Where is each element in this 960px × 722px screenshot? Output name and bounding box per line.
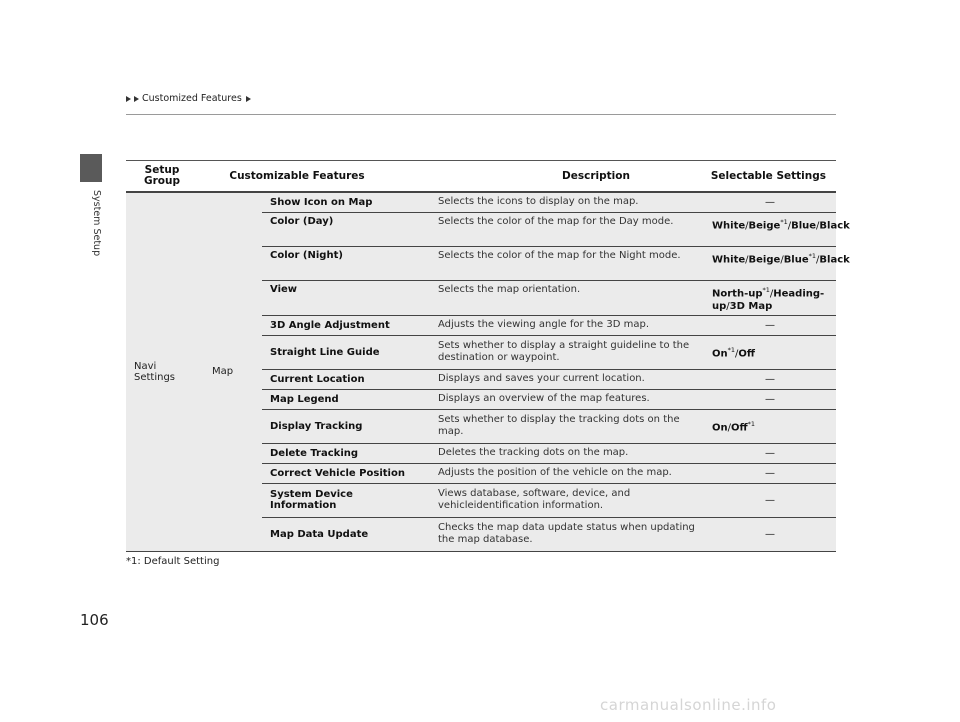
feature-name-cell: Delete Tracking [262, 443, 430, 463]
feature-name-cell: Color (Night) [262, 246, 430, 280]
selectable-settings-cell: On/Off$^{*1}$ [704, 409, 836, 443]
selectable-settings-cell: — [704, 463, 836, 483]
feature-name-cell: Straight Line Guide [262, 335, 430, 369]
feature-name-cell: 3D Angle Adjustment [262, 315, 430, 335]
selectable-settings-cell: White/Beige/Blue$^{*1}$/Black [704, 246, 836, 280]
feature-name-cell: Map Data Update [262, 517, 430, 551]
selectable-settings-cell: — [704, 483, 836, 517]
header-divider [126, 114, 836, 115]
feature-description-cell: Selects the color of the map for the Night mode. [430, 246, 704, 280]
setup-group-cell: Navi Settings [126, 192, 204, 551]
selectable-settings-cell: — [704, 443, 836, 463]
feature-description-cell: Deletes the tracking dots on the map. [430, 443, 704, 463]
selectable-settings-cell: — [704, 517, 836, 551]
breadcrumb-link[interactable]: Customized Features [142, 93, 242, 104]
breadcrumb-arrow-icon [134, 96, 139, 102]
breadcrumb-arrow-icon [126, 96, 131, 102]
selectable-settings-cell: White/Beige$^{*1}$/Blue/Black [704, 212, 836, 246]
feature-description-cell: Checks the map data update status when updating the map database. [430, 517, 704, 551]
watermark: carmanualsonline.info [600, 696, 777, 714]
section-tab-marker [80, 154, 102, 182]
feature-name-cell: Current Location [262, 369, 430, 389]
header-customizable-features: Customizable Features [204, 161, 430, 193]
header-setup-group: Setup Group [126, 161, 204, 193]
feature-name-cell: System Device Information [262, 483, 430, 517]
feature-description-cell: Adjusts the viewing angle for the 3D map. [430, 315, 704, 335]
feature-name-cell: Display Tracking [262, 409, 430, 443]
feature-name-cell: View [262, 280, 430, 315]
customizable-features-table [126, 160, 850, 552]
feature-name-cell: Correct Vehicle Position [262, 463, 430, 483]
breadcrumb [126, 93, 252, 104]
feature-description-cell: Views database, software, device, and vehicleidentification information. [430, 483, 704, 517]
section-side-label: System Setup [91, 190, 102, 257]
selectable-settings-cell: — [704, 369, 836, 389]
breadcrumb-arrow-icon [246, 96, 251, 102]
selectable-settings-cell: — [704, 315, 836, 335]
selectable-settings-cell: North-$up^{*1}/Heading-up/3D$ Map [704, 280, 836, 315]
feature-description-cell: Selects the map orientation. [430, 280, 704, 315]
feature-name-cell: Show Icon on Map [262, 192, 430, 212]
table-row [126, 192, 836, 212]
selectable-settings-cell: — [704, 192, 836, 212]
feature-description-cell: Displays and saves your current location. [430, 369, 704, 389]
selectable-settings-cell: — [704, 389, 836, 409]
feature-description-cell: Adjusts the position of the vehicle on the map. [430, 463, 704, 483]
footnote: *1: Default Setting [126, 556, 220, 567]
page-number: 106 [80, 611, 109, 629]
header-description: Description [430, 161, 704, 193]
header-selectable-settings: Selectable Settings [704, 161, 836, 193]
feature-name-cell: Map Legend [262, 389, 430, 409]
feature-description-cell: Sets whether to display the tracking dots on the map. [430, 409, 704, 443]
selectable-settings-cell: On$^{*1}$/Off [704, 335, 836, 369]
feature-name-cell: Color (Day) [262, 212, 430, 246]
feature-description-cell: Selects the icons to display on the map. [430, 192, 704, 212]
feature-description-cell: Sets whether to display a straight guideline to the destination or waypoint. [430, 335, 704, 369]
feature-description-cell: Displays an overview of the map features. [430, 389, 704, 409]
feature-description-cell: Selects the color of the map for the Day mode. [430, 212, 704, 246]
setup-subgroup-cell: Map [204, 192, 262, 551]
